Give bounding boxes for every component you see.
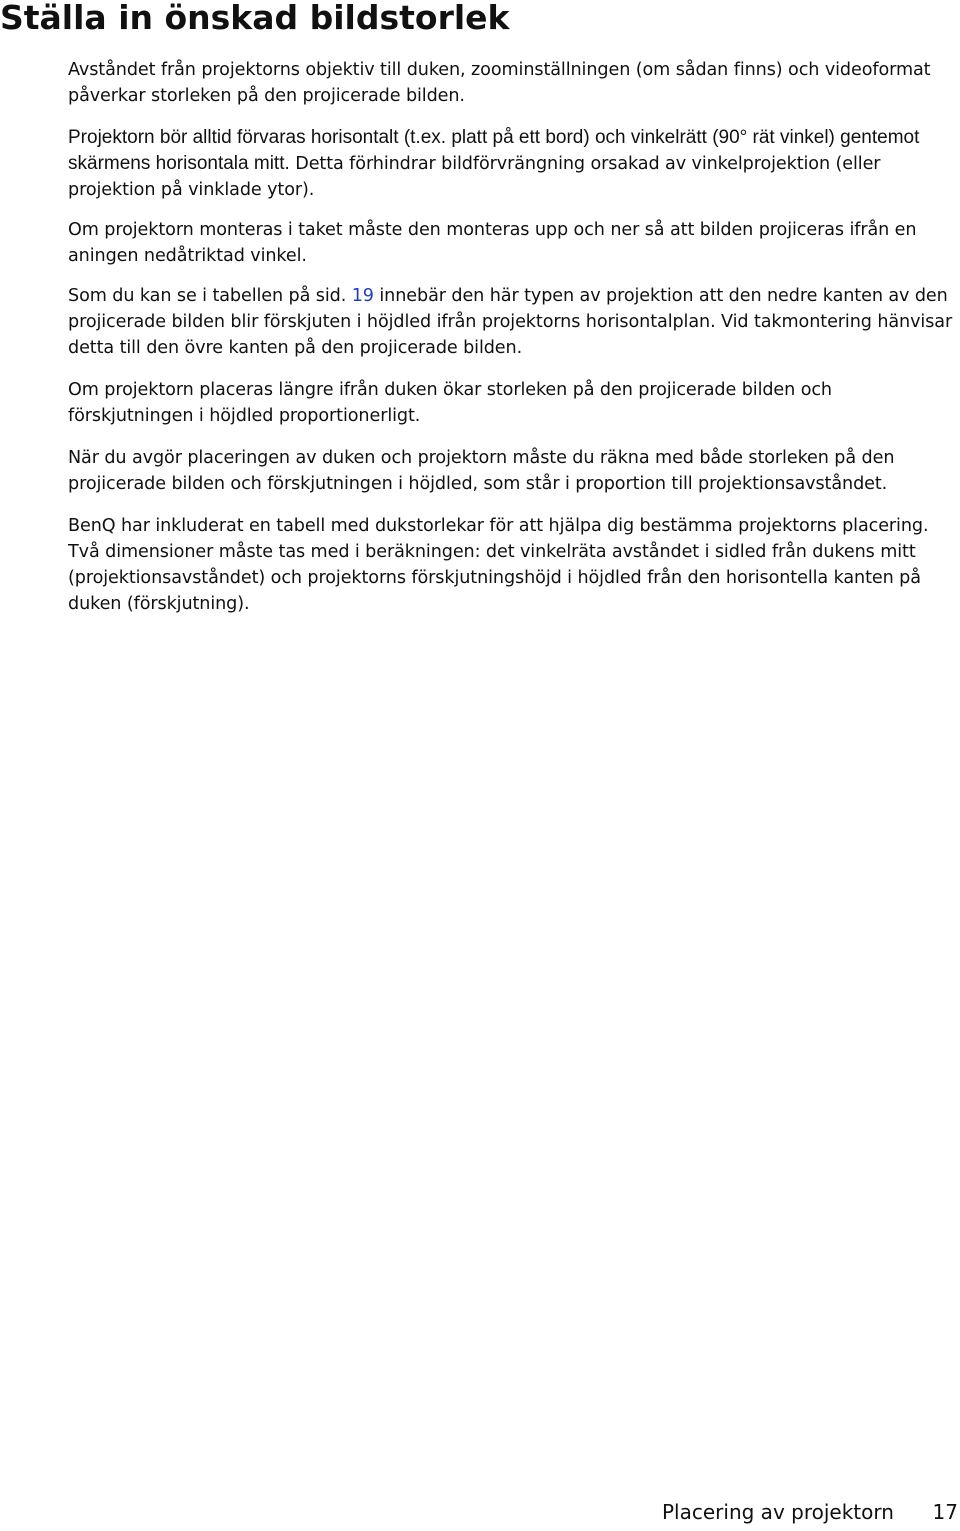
paragraph-placement-decision: När du avgör placeringen av duken och projektorn måste du räkna med både storleken på den projicerade bilden och förskjutningen i höjdled, som står i proportion till projektionsavståndet. [68,448,895,494]
paragraph-distance-effect: Om projektorn placeras längre ifrån duken ökar storleken på den projicerade bilden och förskjutningen i höjdled proportionerligt. [68,380,832,426]
paragraph-intro: Avståndet från projektorns objektiv till duken, zoominställningen (om sådan finns) och videoformat påverkar storleken på den projicerade bilden. [68,60,931,106]
footer-section-title: Placering av projektorn [662,1500,894,1524]
page-number: 17 [932,1500,958,1524]
paragraph-benq-table: BenQ har inkluderat en tabell med dukstorlekar för att hjälpa dig bestämma projektorns placering. Två dimensioner måste tas med i beräkningen: det vinkelräta avståndet i sidled från dukens mitt (projektionsavståndet) och projektorns förskjutningshöjd i höjdled från den horisontella kanten på duken (förskjutning). [68,516,929,614]
paragraph-ceiling-mount: Om projektorn monteras i taket måste den monteras upp och ner så att bilden projiceras ifrån en aningen nedåtriktad vinkel. [68,220,917,266]
page-link-19[interactable]: 19 [351,286,374,306]
page-title: Ställa in önskad bildstorlek [0,0,510,37]
paragraph-horizontal-placement-part1: Projektorn bör alltid förvaras horisontalt (t.ex. platt på ett bord) och vinkelrätt (90° rät vinkel) gentemot skärmens horisontala mitt. [68,127,920,174]
paragraph-horizontal-placement [68,125,958,203]
paragraph-table-reference-after: innebär den här typen av projektion att den nedre kanten av den projicerade bilden blir förskjuten i höjdled ifrån projektorns horisontalplan. Vid takmontering hänvisar detta till den övre kanten på den projicerade bilden. [68,286,953,358]
paragraph-table-reference [68,283,958,361]
page-footer [660,1496,958,1528]
body-text [68,57,958,633]
paragraph-horizontal-placement-part2: Detta förhindrar bildförvrängning orsakad av vinkelprojektion (eller projektion på vinklade ytor). [68,154,881,200]
paragraph-table-reference-before: Som du kan se i tabellen på sid. [68,286,352,306]
